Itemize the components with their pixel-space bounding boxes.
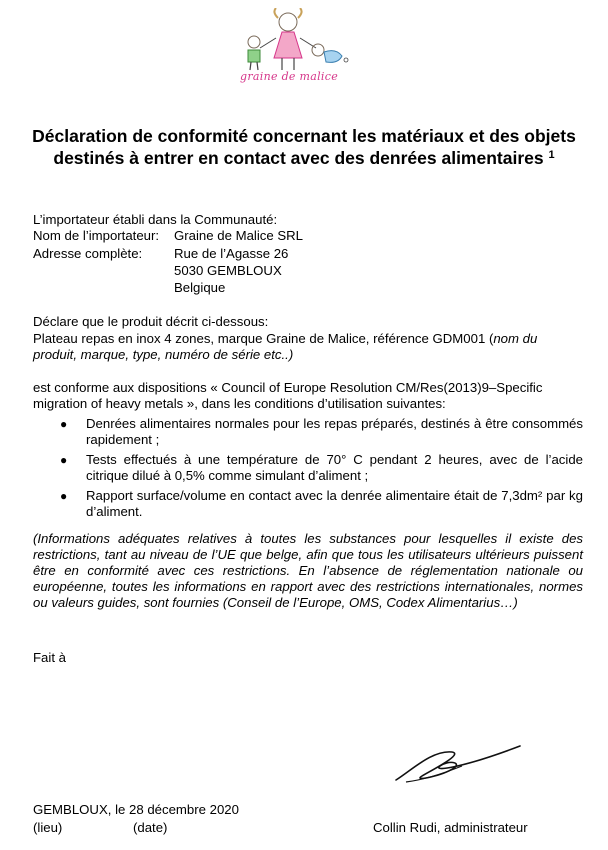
importer-intro: L’importateur établi dans la Communauté: xyxy=(33,212,278,227)
title-footnote-marker: 1 xyxy=(548,149,555,161)
conditions-list xyxy=(60,416,583,524)
condition-item xyxy=(60,416,583,448)
condition-text: Rapport surface/volume en contact avec la denrée alimentaire était de 7,3dm² par kg d’aliment. xyxy=(86,488,583,519)
title-text: Déclaration de conformité concernant les matériaux et des objets destinés à entrer en contact avec des denrées alimentaires xyxy=(32,126,576,168)
declaration-intro: Déclare que le produit décrit ci-dessous: xyxy=(33,314,269,329)
condition-text: Denrées alimentaires normales pour les repas préparés, destinés à être consommés rapidement ; xyxy=(86,416,583,447)
fait-a-label: Fait à xyxy=(33,650,66,665)
product-text: Plateau repas en inox 4 zones, marque Graine de Malice, référence GDM001 ( xyxy=(33,331,494,346)
condition-text: Tests effectués à une température de 70° C pendant 2 heures, avec de l’acide citrique dilué à 0,5% comme simulant d’aliment ; xyxy=(86,452,583,483)
product-description xyxy=(33,331,583,363)
signatory-name: Collin Rudi, administrateur xyxy=(373,820,528,835)
information-note: (Informations adéquates relatives à toutes les substances pour lesquelles il existe des restrictions, tant au niveau de l’UE que belge, afin que tous les utilisateurs ultérieurs puissent être en conformité avec ces restrictions. En l’absence de réglementation nationale ou européenne, toutes les informations en rapport avec des restrictions internationales, normes ou valeurs guides, sont fournies (Conseil de l’Europe, OMS, Codex Alimentarius…) xyxy=(33,531,583,610)
product-hint: nom du produit, marque, type, numéro de série etc..) xyxy=(33,331,538,362)
conformity-statement: est conforme aux dispositions « Council of Europe Resolution CM/Res(2013)9–Specific migration of heavy metals », dans les conditions d’utilisation suivantes: xyxy=(33,380,543,411)
document-title xyxy=(30,125,578,169)
logo-brand-text: graine de malice xyxy=(240,70,339,83)
bullet-icon: ● xyxy=(60,489,68,503)
importer-address-line2: 5030 GEMBLOUX xyxy=(174,263,282,278)
place-date: GEMBLOUX, le 28 décembre 2020 xyxy=(33,802,239,817)
condition-item xyxy=(60,452,583,484)
importer-address-line1: Rue de l’Agasse 26 xyxy=(174,246,289,261)
importer-name-label: Nom de l’importateur: xyxy=(33,228,160,243)
lieu-label: (lieu) xyxy=(33,820,63,835)
handwritten-signature xyxy=(392,740,522,790)
importer-address-label: Adresse complète: xyxy=(33,246,143,261)
importer-name-value: Graine de Malice SRL xyxy=(174,228,304,243)
bullet-icon: ● xyxy=(60,453,68,467)
bullet-icon: ● xyxy=(60,417,68,431)
condition-item xyxy=(60,488,583,520)
date-label: (date) xyxy=(133,820,168,835)
importer-address-line3: Belgique xyxy=(174,280,226,295)
